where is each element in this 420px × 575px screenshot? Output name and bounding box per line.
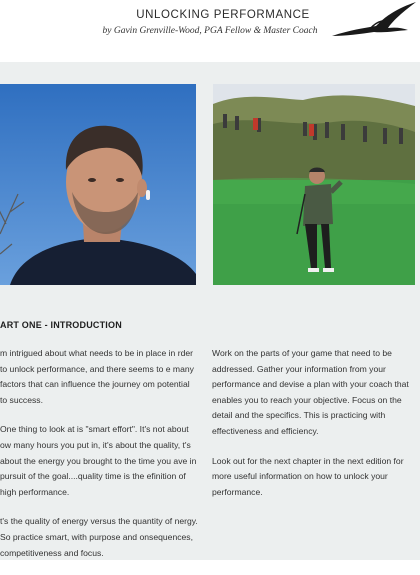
golfer-photo bbox=[213, 84, 415, 285]
author-byline: by Gavin Grenville-Wood, PGA Fellow & Master Coach bbox=[102, 26, 318, 36]
page-title: UNLOCKING PERFORMANCE bbox=[136, 9, 310, 21]
section-title: ART ONE - INTRODUCTION bbox=[0, 320, 122, 330]
portrait-photo bbox=[0, 84, 196, 285]
left-column bbox=[0, 346, 198, 575]
paragraph: Look out for the next chapter in the next edition for more useful information on how to unlock your performance. bbox=[212, 455, 404, 497]
page-header bbox=[0, 0, 420, 48]
paragraph: m intrigued about what needs to be in place in rder to unlock performance, and there seems to e many factors that can influence the journey om potential to success. bbox=[0, 348, 194, 405]
seabird-logo-icon bbox=[330, 0, 418, 42]
paragraph: t's the quality of energy versus the quantity of nergy. So practice smart, with purpose and onsequences, competitiveness and focus. bbox=[0, 516, 198, 558]
paragraph: Work on the parts of your game that need to be addressed. Gather your information from your performance and devise a plan with your coach that enables you to reach your objective. Focus on the detail and the specifics. This is practicing with effectiveness and efficiency. bbox=[212, 348, 409, 436]
paragraph: One thing to look at is "smart effort". It's not about ow many hours you put in, it's about the quality, t's about the energy you brought to the time you ave in pursuit of the goal....quality time is the efinition of high performance. bbox=[0, 424, 197, 497]
right-column bbox=[212, 346, 415, 514]
